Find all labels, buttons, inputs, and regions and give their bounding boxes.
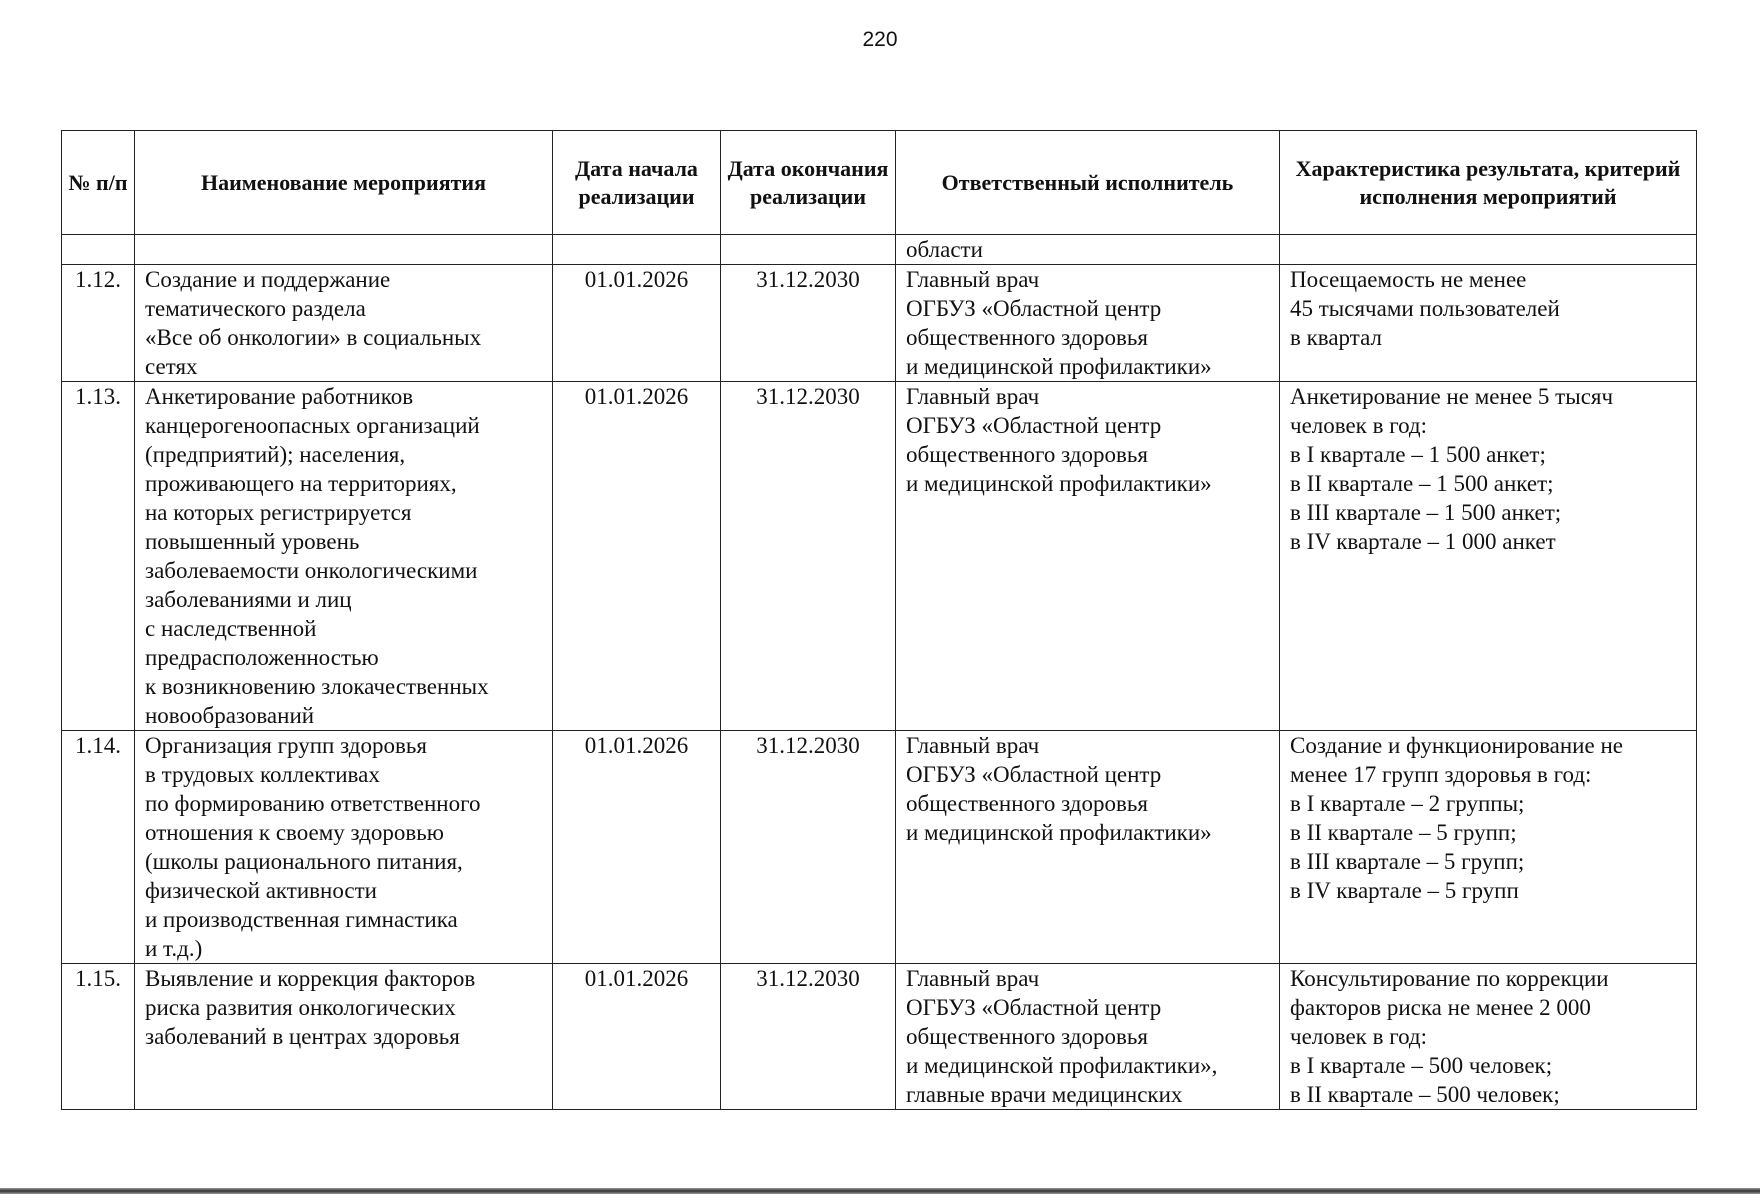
cell-responsible — [896, 265, 1280, 382]
header-result: Характеристика результата, критерий исполнения мероприятий — [1280, 131, 1697, 235]
cell-result — [1280, 964, 1697, 1110]
cell-num: 1.15. — [62, 964, 135, 1110]
cell-name-line: тематического раздела — [145, 296, 366, 321]
header-end-date: Дата окончания реализации — [721, 131, 896, 235]
cell-name-line: и т.д.) — [145, 936, 203, 961]
cell-name-line: по формированию ответственного — [145, 791, 481, 816]
table-row — [62, 731, 1697, 964]
cell-result-line: в квартал — [1290, 325, 1382, 350]
cell-responsible-line: Главный врач — [906, 384, 1040, 409]
cell-name-line: Анкетирование работников — [145, 384, 414, 409]
cell-name-line: проживающего на территориях, — [145, 471, 457, 496]
header-num: № п/п — [62, 131, 135, 235]
cell-result-line: Посещаемость не менее — [1290, 267, 1527, 292]
cell-result-line: Создание и функционирование не — [1290, 733, 1623, 758]
cell-result-line: факторов риска не менее 2 000 — [1290, 995, 1591, 1020]
cell-name-line: Создание и поддержание — [145, 267, 391, 292]
cell-result-line: человек в год: — [1290, 413, 1428, 438]
cell-result-line: в I квартале – 1 500 анкет; — [1290, 442, 1546, 467]
table-row — [62, 382, 1697, 731]
cell-name-line: и производственная гимнастика — [145, 907, 458, 932]
cell-responsible-line: и медицинской профилактики» — [906, 820, 1212, 845]
cell-responsible-line: ОГБУЗ «Областной центр — [906, 762, 1162, 787]
cell-name — [135, 382, 553, 731]
cell-responsible-line: общественного здоровья — [906, 791, 1148, 816]
cell-end: 31.12.2030 — [721, 731, 896, 964]
cell-end: 31.12.2030 — [721, 265, 896, 382]
cell-result — [1280, 265, 1697, 382]
cell-responsible — [896, 382, 1280, 731]
header-responsible: Ответственный исполнитель — [896, 131, 1280, 235]
cell-name-line: канцерогеноопасных организаций — [145, 413, 480, 438]
cell-num: 1.13. — [62, 382, 135, 731]
cell-start — [553, 235, 721, 265]
cell-name — [135, 265, 553, 382]
cell-responsible-line: Главный врач — [906, 966, 1040, 991]
cell-name-line: заболеваний в центрах здоровья — [145, 1024, 460, 1049]
cell-name-line: риска развития онкологических — [145, 995, 456, 1020]
cell-start: 01.01.2026 — [553, 265, 721, 382]
cell-responsible: области — [896, 235, 1280, 265]
cell-result-line: в II квартале – 5 групп; — [1290, 820, 1517, 845]
cell-responsible-line: главные врачи медицинских — [906, 1082, 1183, 1107]
cell-name-line: заболеваемости онкологическими — [145, 558, 478, 583]
cell-responsible — [896, 731, 1280, 964]
cell-responsible-line: ОГБУЗ «Областной центр — [906, 296, 1162, 321]
cell-name — [135, 235, 553, 265]
cell-result — [1280, 235, 1697, 265]
cell-name-line: на которых регистрируется — [145, 500, 412, 525]
cell-name-line: Выявление и коррекция факторов — [145, 966, 476, 991]
cell-num — [62, 235, 135, 265]
cell-name-line: повышенный уровень — [145, 529, 360, 554]
cell-responsible-line: ОГБУЗ «Областной центр — [906, 995, 1162, 1020]
cell-end — [721, 235, 896, 265]
table-row — [62, 265, 1697, 382]
cell-responsible — [896, 964, 1280, 1110]
cell-responsible-line: общественного здоровья — [906, 442, 1148, 467]
cell-num: 1.14. — [62, 731, 135, 964]
cell-name-line: сетях — [145, 354, 198, 379]
cell-responsible-line: и медицинской профилактики» — [906, 471, 1212, 496]
cell-responsible-line: общественного здоровья — [906, 1024, 1148, 1049]
cell-name-line: заболеваниями и лиц — [145, 587, 352, 612]
cell-name-line: (предприятий); населения, — [145, 442, 406, 467]
cell-name-line: отношения к своему здоровью — [145, 820, 444, 845]
cell-responsible-line: и медицинской профилактики», — [906, 1053, 1218, 1078]
cell-responsible-line: Главный врач — [906, 733, 1040, 758]
cell-result-line: в IV квартале – 5 групп — [1290, 878, 1519, 903]
cell-name — [135, 731, 553, 964]
cell-result-line: человек в год: — [1290, 1024, 1428, 1049]
table-header-row — [62, 131, 1697, 235]
cell-result-line: в III квартале – 5 групп; — [1290, 849, 1525, 874]
cell-name-line: Организация групп здоровья — [145, 733, 427, 758]
table-row — [62, 964, 1697, 1110]
cell-result-line: в IV квартале – 1 000 анкет — [1290, 529, 1556, 554]
activities-table — [61, 130, 1697, 1110]
cell-result — [1280, 731, 1697, 964]
cell-result-line: 45 тысячами пользователей — [1290, 296, 1560, 321]
cell-name-line: в трудовых коллективах — [145, 762, 380, 787]
cell-result-line: Анкетирование не менее 5 тысяч — [1290, 384, 1614, 409]
cell-result-line: в I квартале – 500 человек; — [1290, 1053, 1553, 1078]
header-start-date: Дата начала реализации — [553, 131, 721, 235]
cell-responsible-line: Главный врач — [906, 267, 1040, 292]
cell-num: 1.12. — [62, 265, 135, 382]
page-number: 220 — [862, 28, 898, 51]
cell-result — [1280, 382, 1697, 731]
cell-result-line: в I квартале – 2 группы; — [1290, 791, 1525, 816]
bottom-scan-edge — [0, 1188, 1760, 1194]
cell-result-line: менее 17 групп здоровья в год: — [1290, 762, 1592, 787]
cell-responsible-line: и медицинской профилактики» — [906, 354, 1212, 379]
cell-name-line: с наследственной — [145, 616, 317, 641]
cell-start: 01.01.2026 — [553, 382, 721, 731]
cell-name-line: (школы рационального питания, — [145, 849, 463, 874]
cell-name-line: предрасположенностью — [145, 645, 379, 670]
cell-result-line: в III квартале – 1 500 анкет; — [1290, 500, 1562, 525]
cell-result-line: в II квартале – 1 500 анкет; — [1290, 471, 1554, 496]
cell-start: 01.01.2026 — [553, 731, 721, 964]
cell-name — [135, 964, 553, 1110]
header-name: Наименование мероприятия — [135, 131, 553, 235]
cell-end: 31.12.2030 — [721, 382, 896, 731]
cell-name-line: к возникновению злокачественных — [145, 674, 489, 699]
cell-end: 31.12.2030 — [721, 964, 896, 1110]
continuation-row — [62, 235, 1697, 265]
cell-name-line: физической активности — [145, 878, 377, 903]
cell-start: 01.01.2026 — [553, 964, 721, 1110]
cell-result-line: в II квартале – 500 человек; — [1290, 1082, 1560, 1107]
cell-responsible-line: общественного здоровья — [906, 325, 1148, 350]
cell-result-line: Консультирование по коррекции — [1290, 966, 1609, 991]
cell-name-line: новообразований — [145, 703, 315, 728]
cell-responsible-line: ОГБУЗ «Областной центр — [906, 413, 1162, 438]
cell-name-line: «Все об онкологии» в социальных — [145, 325, 482, 350]
